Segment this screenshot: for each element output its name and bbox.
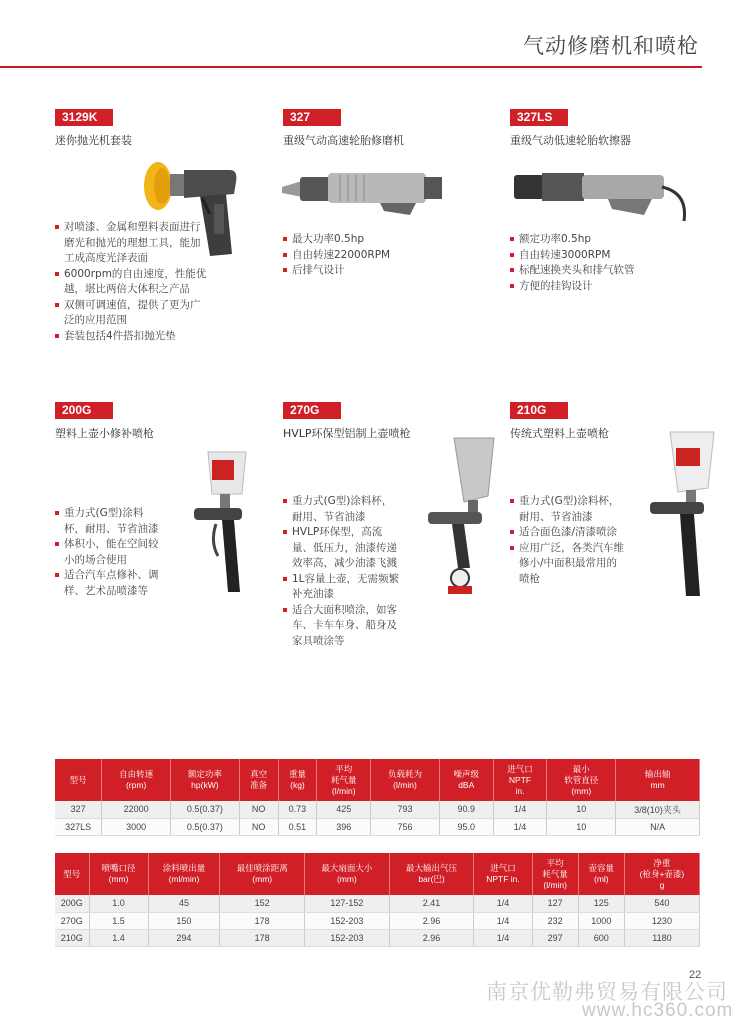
product-badge: 3129K xyxy=(55,109,113,126)
table-cell: N/A xyxy=(616,818,700,835)
page-number: 22 xyxy=(689,969,702,981)
column-header: 进气口 NPTF in. xyxy=(474,853,532,895)
table-cell: 1.0 xyxy=(89,895,148,912)
feature-item: 量、低压力，油漆传递 xyxy=(292,541,397,554)
column-header: 重量 (kg) xyxy=(278,759,317,801)
table-cell: 0.5(0.37) xyxy=(171,818,240,835)
column-header: 噪声级 dBA xyxy=(439,759,493,801)
table-cell: 600 xyxy=(578,929,624,946)
product-name: 重级气动低速轮胎软擦器 xyxy=(510,134,631,147)
table-cell: 1/4 xyxy=(493,801,547,818)
feature-item: 适合大面积喷涂，如客 xyxy=(283,603,418,619)
feature-item: 方便的挂钩设计 xyxy=(510,279,700,295)
column-header: 喷嘴口径 (mm) xyxy=(89,853,148,895)
feature-list-210g xyxy=(510,494,645,587)
column-header: 壶容量 (ml) xyxy=(578,853,624,895)
table-cell: 45 xyxy=(148,895,220,912)
product-name: 重级气动高速轮胎修磨机 xyxy=(283,134,404,147)
feature-item: 额定功率0.5hp xyxy=(510,232,700,248)
table-row xyxy=(55,818,700,835)
table-cell: 1.4 xyxy=(89,929,148,946)
feature-item: 套装包括4件搭扣抛光垫 xyxy=(55,329,235,345)
product-3129k xyxy=(55,106,280,148)
column-header: 负载耗为 (l/min) xyxy=(371,759,440,801)
column-header: 最小 软管直径 (mm) xyxy=(547,759,616,801)
table-row xyxy=(55,929,700,946)
spray-gun-200g-image xyxy=(190,446,260,596)
grinder-327-image xyxy=(280,163,445,225)
feature-item: 越，堪比两倍大体积之产品 xyxy=(64,283,190,295)
product-200g xyxy=(55,399,280,441)
column-header: 涂料喷出量 (ml/min) xyxy=(148,853,220,895)
page-header xyxy=(0,0,755,70)
table-cell: 2.96 xyxy=(389,929,474,946)
product-badge: 270G xyxy=(283,402,341,419)
table-cell: 1/4 xyxy=(474,895,532,912)
feature-item: 工成高度光泽表面 xyxy=(64,252,148,264)
table-cell: 152-203 xyxy=(305,929,390,946)
feature-item: 补充油漆 xyxy=(292,588,334,600)
table-cell: 10 xyxy=(547,801,616,818)
table-cell: 178 xyxy=(220,912,305,929)
feature-item: 1L容量上壶，无需频繁 xyxy=(283,572,418,588)
feature-item: 家具喷涂等 xyxy=(292,634,345,647)
feature-item: 小的场合使用 xyxy=(64,553,127,566)
table-cell: 22000 xyxy=(102,801,171,818)
table-cell: NO xyxy=(239,801,278,818)
feature-list-327ls xyxy=(510,232,700,294)
header-rule xyxy=(0,66,702,68)
watermark-url: www.hc360.com xyxy=(582,1000,734,1021)
table-cell: 540 xyxy=(624,895,699,912)
column-header: 平均 耗气量 (l/min) xyxy=(532,853,578,895)
feature-item: 体积小，能在空间较 xyxy=(55,537,185,553)
grinder-spec-table xyxy=(55,759,700,836)
table-cell: 0.73 xyxy=(278,801,317,818)
feature-item: HVLP环保型，高流 xyxy=(283,525,418,541)
feature-item: 6000rpm的自由速度，性能优 xyxy=(55,267,235,283)
table-cell: 1/4 xyxy=(474,912,532,929)
spray-gun-270g-image xyxy=(414,434,500,596)
spray-gun-210g-image xyxy=(640,426,720,600)
feature-item: 最大功率0.5hp xyxy=(283,232,463,248)
table-cell: 297 xyxy=(532,929,578,946)
table-row xyxy=(55,912,700,929)
feature-list-270g xyxy=(283,494,418,649)
column-header: 额定功率 hp(kW) xyxy=(171,759,240,801)
product-badge: 327 xyxy=(283,109,341,126)
table-row xyxy=(55,895,700,912)
feature-list-200g xyxy=(55,506,185,599)
table-cell: 1.5 xyxy=(89,912,148,929)
feature-item: 修小/中面积最常用的 xyxy=(519,557,618,569)
product-327 xyxy=(283,106,508,148)
grinder-327ls-image xyxy=(512,165,692,227)
feature-item: 耐用、节省油漆 xyxy=(292,510,366,523)
table-cell: 756 xyxy=(371,818,440,835)
table-cell: 396 xyxy=(317,818,371,835)
product-name: HVLP环保型铝制上壶喷枪 xyxy=(283,427,411,440)
table-cell: 127 xyxy=(532,895,578,912)
table-cell: NO xyxy=(239,818,278,835)
polisher-image xyxy=(140,158,240,260)
table-cell: 0.5(0.37) xyxy=(171,801,240,818)
feature-item: 磨光和抛光的理想工具，能加 xyxy=(64,236,201,249)
column-header: 进气口 NPTF in. xyxy=(493,759,547,801)
table-cell: 1180 xyxy=(624,929,699,946)
product-badge: 200G xyxy=(55,402,113,419)
table-cell: 150 xyxy=(148,912,220,929)
column-header: 最大输出气压 bar(巴) xyxy=(389,853,474,895)
table-cell: 3/8(10)夹头 xyxy=(616,801,700,818)
table-row xyxy=(55,801,700,818)
product-327ls xyxy=(510,106,735,148)
column-header: 平均 耗气量 (l/min) xyxy=(317,759,371,801)
table-cell: 90.9 xyxy=(439,801,493,818)
table-cell: 125 xyxy=(578,895,624,912)
column-header: 型号 xyxy=(55,853,89,895)
product-name: 传统式塑料上壶喷枪 xyxy=(510,427,609,440)
feature-item: 适合汽车点修补、调 xyxy=(55,568,185,584)
table-cell: 10 xyxy=(547,818,616,835)
table-cell: 152 xyxy=(220,895,305,912)
table-cell: 3000 xyxy=(102,818,171,835)
table-cell: 178 xyxy=(220,929,305,946)
feature-item: 标配速换夹头和排气软管 xyxy=(510,263,700,279)
table-cell: 1/4 xyxy=(474,929,532,946)
feature-item: 杯，耐用、节省油漆 xyxy=(64,522,159,535)
table-cell: 0.51 xyxy=(278,818,317,835)
feature-item: 耐用、节省油漆 xyxy=(519,510,593,523)
feature-item: 应用广泛，各类汽车维 xyxy=(510,541,645,557)
feature-item: 重力式(G型)涂料杯， xyxy=(510,494,645,510)
table-cell: 95.0 xyxy=(439,818,493,835)
product-name: 迷你抛光机套装 xyxy=(55,134,132,147)
feature-item: 泛的应用范围 xyxy=(64,314,127,326)
table-cell: 2.41 xyxy=(389,895,474,912)
feature-item: 车、卡车车身、船身及 xyxy=(292,619,397,631)
page-title: 气动修磨机和喷枪 xyxy=(523,34,699,58)
feature-item: 重力式(G型)涂料 xyxy=(55,506,185,522)
feature-item: 适合面色漆/清漆喷涂 xyxy=(510,525,645,541)
column-header: 自由转速 (rpm) xyxy=(102,759,171,801)
feature-item: 喷枪 xyxy=(519,572,540,585)
column-header: 最佳喷涂距离 (mm) xyxy=(220,853,305,895)
feature-item: 后排气设计 xyxy=(283,263,463,279)
feature-item: 重力式(G型)涂料杯， xyxy=(283,494,418,510)
feature-item: 对喷漆、金属和塑料表面进行 xyxy=(55,220,235,236)
table-cell: 232 xyxy=(532,912,578,929)
table-cell: 200G xyxy=(55,895,89,912)
product-badge: 210G xyxy=(510,402,568,419)
watermark-company: 南京优勒弗贸易有限公司 xyxy=(486,980,728,1004)
table-cell: 1/4 xyxy=(493,818,547,835)
table-cell: 2.96 xyxy=(389,912,474,929)
table-cell: 1000 xyxy=(578,912,624,929)
column-header: 真空 准备 xyxy=(239,759,278,801)
feature-item: 自由转速22000RPM xyxy=(283,248,463,264)
feature-list-327 xyxy=(283,232,463,279)
column-header: 输出轴 mm xyxy=(616,759,700,801)
table-cell: 793 xyxy=(371,801,440,818)
feature-item: 样、艺术品喷漆等 xyxy=(64,584,148,597)
table-cell: 127-152 xyxy=(305,895,390,912)
column-header: 型号 xyxy=(55,759,102,801)
product-badge: 327LS xyxy=(510,109,568,126)
table-cell: 294 xyxy=(148,929,220,946)
table-cell: 327 xyxy=(55,801,102,818)
feature-item: 效率高，减少油漆飞溅 xyxy=(292,557,397,569)
column-header: 净重 (枪身+壶漆) g xyxy=(624,853,699,895)
feature-item: 双侧可调速值，提供了更为广 xyxy=(55,298,235,314)
table-cell: 210G xyxy=(55,929,89,946)
feature-item: 自由转速3000RPM xyxy=(510,248,700,264)
product-name: 塑料上壶小修补喷枪 xyxy=(55,427,154,440)
table-cell: 1230 xyxy=(624,912,699,929)
table-cell: 425 xyxy=(317,801,371,818)
spraygun-spec-table xyxy=(55,853,700,947)
table-cell: 270G xyxy=(55,912,89,929)
table-cell: 152-203 xyxy=(305,912,390,929)
table-cell: 327LS xyxy=(55,818,102,835)
column-header: 最大扇面大小 (mm) xyxy=(305,853,390,895)
